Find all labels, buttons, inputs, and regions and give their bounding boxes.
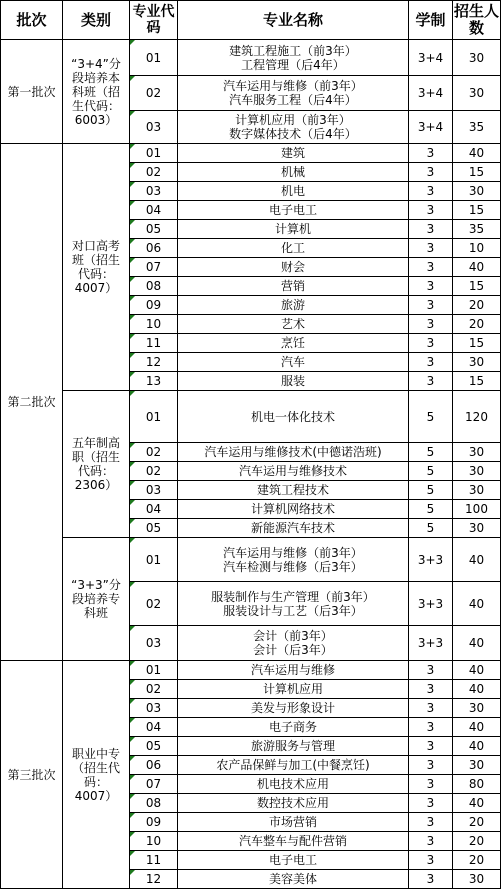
major-code-cell: 05 xyxy=(130,737,178,756)
quota-cell: 80 xyxy=(453,775,501,794)
major-code-cell: 09 xyxy=(130,813,178,832)
major-name-cell: 汽车运用与维修技术(中德诺浩班) xyxy=(178,443,409,462)
quota-cell: 30 xyxy=(453,519,501,538)
major-name-cell: 机电技术应用 xyxy=(178,775,409,794)
major-code-cell: 03 xyxy=(130,626,178,661)
category-cell: “3+4”分段培养本科班（招生代码：6003） xyxy=(63,40,130,144)
major-name-cell: 旅游服务与管理 xyxy=(178,737,409,756)
major-code-cell: 01 xyxy=(130,538,178,582)
major-code-cell: 02 xyxy=(130,680,178,699)
category-cell: 五年制高职（招生代码：2306） xyxy=(63,391,130,538)
major-name-cell: 汽车运用与维修（前3年） 汽车检测与维修（后3年） xyxy=(178,538,409,582)
category-cell: “3+3”分段培养专科班 xyxy=(63,538,130,661)
duration-cell: 3 xyxy=(409,182,453,201)
major-code-cell: 02 xyxy=(130,163,178,182)
duration-cell: 3 xyxy=(409,680,453,699)
quota-cell: 15 xyxy=(453,277,501,296)
major-code-cell: 04 xyxy=(130,500,178,519)
major-name-cell: 营销 xyxy=(178,277,409,296)
duration-cell: 3 xyxy=(409,813,453,832)
major-name-cell: 新能源汽车技术 xyxy=(178,519,409,538)
duration-cell: 3+3 xyxy=(409,626,453,661)
duration-cell: 3 xyxy=(409,737,453,756)
duration-cell: 3+4 xyxy=(409,76,453,111)
duration-cell: 3 xyxy=(409,718,453,737)
table-row xyxy=(1,144,501,163)
header-row xyxy=(1,1,501,40)
quota-cell: 15 xyxy=(453,201,501,220)
major-code-cell: 02 xyxy=(130,582,178,626)
major-code-cell: 05 xyxy=(130,519,178,538)
major-code-cell: 13 xyxy=(130,372,178,391)
major-code-cell: 12 xyxy=(130,353,178,372)
duration-cell: 5 xyxy=(409,443,453,462)
quota-cell: 30 xyxy=(453,40,501,76)
header-duration: 学制 xyxy=(409,1,453,40)
major-code-cell: 03 xyxy=(130,699,178,718)
quota-cell: 35 xyxy=(453,220,501,239)
quota-cell: 20 xyxy=(453,851,501,870)
table-row xyxy=(1,391,501,443)
major-code-cell: 04 xyxy=(130,718,178,737)
quota-cell: 15 xyxy=(453,163,501,182)
duration-cell: 5 xyxy=(409,391,453,443)
quota-cell: 20 xyxy=(453,296,501,315)
quota-cell: 40 xyxy=(453,680,501,699)
batch-cell: 第三批次 xyxy=(1,661,63,889)
category-cell: 对口高考班（招生代码：4007） xyxy=(63,144,130,391)
major-name-cell: 旅游 xyxy=(178,296,409,315)
quota-cell: 40 xyxy=(453,144,501,163)
duration-cell: 3 xyxy=(409,699,453,718)
major-name-cell: 汽车 xyxy=(178,353,409,372)
major-name-cell: 计算机网络技术 xyxy=(178,500,409,519)
major-code-cell: 10 xyxy=(130,315,178,334)
major-code-cell: 01 xyxy=(130,144,178,163)
batch-cell: 第一批次 xyxy=(1,40,63,144)
quota-cell: 30 xyxy=(453,699,501,718)
quota-cell: 35 xyxy=(453,111,501,144)
quota-cell: 30 xyxy=(453,462,501,481)
duration-cell: 3 xyxy=(409,144,453,163)
major-code-cell: 06 xyxy=(130,239,178,258)
quota-cell: 30 xyxy=(453,182,501,201)
quota-cell: 40 xyxy=(453,626,501,661)
major-name-cell: 电子电工 xyxy=(178,201,409,220)
duration-cell: 3 xyxy=(409,870,453,889)
major-name-cell: 汽车运用与维修（前3年） 汽车服务工程（后4年） xyxy=(178,76,409,111)
quota-cell: 30 xyxy=(453,756,501,775)
duration-cell: 3+3 xyxy=(409,582,453,626)
major-name-cell: 数控技术应用 xyxy=(178,794,409,813)
major-code-cell: 08 xyxy=(130,794,178,813)
major-code-cell: 05 xyxy=(130,220,178,239)
major-code-cell: 08 xyxy=(130,277,178,296)
quota-cell: 20 xyxy=(453,315,501,334)
major-name-cell: 建筑工程施工（前3年） 工程管理（后4年） xyxy=(178,40,409,76)
duration-cell: 3+4 xyxy=(409,111,453,144)
major-name-cell: 财会 xyxy=(178,258,409,277)
major-code-cell: 03 xyxy=(130,182,178,201)
major-code-cell: 03 xyxy=(130,481,178,500)
duration-cell: 5 xyxy=(409,481,453,500)
quota-cell: 15 xyxy=(453,372,501,391)
major-name-cell: 服装 xyxy=(178,372,409,391)
header-major-code: 专业代码 xyxy=(130,1,178,40)
table-row xyxy=(1,538,501,582)
quota-cell: 10 xyxy=(453,239,501,258)
duration-cell: 3 xyxy=(409,832,453,851)
major-code-cell: 02 xyxy=(130,462,178,481)
major-code-cell: 09 xyxy=(130,296,178,315)
quota-cell: 30 xyxy=(453,870,501,889)
duration-cell: 3 xyxy=(409,851,453,870)
table-body xyxy=(1,40,501,889)
duration-cell: 3 xyxy=(409,239,453,258)
major-code-cell: 11 xyxy=(130,334,178,353)
header-major-name: 专业名称 xyxy=(178,1,409,40)
major-name-cell: 计算机应用（前3年） 数字媒体技术（后4年） xyxy=(178,111,409,144)
duration-cell: 5 xyxy=(409,500,453,519)
major-name-cell: 计算机 xyxy=(178,220,409,239)
header-category: 类别 xyxy=(63,1,130,40)
batch-cell: 第二批次 xyxy=(1,144,63,661)
duration-cell: 3 xyxy=(409,315,453,334)
duration-cell: 3 xyxy=(409,661,453,680)
header-quota: 招生人数 xyxy=(453,1,501,40)
quota-cell: 40 xyxy=(453,582,501,626)
duration-cell: 3 xyxy=(409,277,453,296)
major-name-cell: 机电一体化技术 xyxy=(178,391,409,443)
major-code-cell: 07 xyxy=(130,775,178,794)
major-code-cell: 01 xyxy=(130,391,178,443)
duration-cell: 3 xyxy=(409,163,453,182)
duration-cell: 3+3 xyxy=(409,538,453,582)
category-cell: 职业中专（招生代码：4007） xyxy=(63,661,130,889)
major-code-cell: 07 xyxy=(130,258,178,277)
quota-cell: 40 xyxy=(453,661,501,680)
major-name-cell: 电子电工 xyxy=(178,851,409,870)
major-name-cell: 会计（前3年） 会计（后3年） xyxy=(178,626,409,661)
quota-cell: 40 xyxy=(453,737,501,756)
duration-cell: 3 xyxy=(409,353,453,372)
quota-cell: 30 xyxy=(453,353,501,372)
major-code-cell: 10 xyxy=(130,832,178,851)
quota-cell: 30 xyxy=(453,443,501,462)
major-name-cell: 美发与形象设计 xyxy=(178,699,409,718)
major-name-cell: 艺术 xyxy=(178,315,409,334)
quota-cell: 30 xyxy=(453,481,501,500)
duration-cell: 5 xyxy=(409,462,453,481)
major-name-cell: 建筑工程技术 xyxy=(178,481,409,500)
duration-cell: 5 xyxy=(409,519,453,538)
major-code-cell: 06 xyxy=(130,756,178,775)
major-name-cell: 烹饪 xyxy=(178,334,409,353)
major-name-cell: 汽车运用与维修技术 xyxy=(178,462,409,481)
duration-cell: 3+4 xyxy=(409,40,453,76)
duration-cell: 3 xyxy=(409,258,453,277)
quota-cell: 100 xyxy=(453,500,501,519)
major-name-cell: 汽车整车与配件营销 xyxy=(178,832,409,851)
major-code-cell: 11 xyxy=(130,851,178,870)
quota-cell: 40 xyxy=(453,538,501,582)
major-name-cell: 市场营销 xyxy=(178,813,409,832)
duration-cell: 3 xyxy=(409,756,453,775)
table-row xyxy=(1,661,501,680)
quota-cell: 120 xyxy=(453,391,501,443)
quota-cell: 40 xyxy=(453,258,501,277)
major-name-cell: 建筑 xyxy=(178,144,409,163)
major-code-cell: 01 xyxy=(130,40,178,76)
major-code-cell: 12 xyxy=(130,870,178,889)
duration-cell: 3 xyxy=(409,775,453,794)
major-name-cell: 电子商务 xyxy=(178,718,409,737)
major-name-cell: 机械 xyxy=(178,163,409,182)
quota-cell: 40 xyxy=(453,794,501,813)
quota-cell: 20 xyxy=(453,813,501,832)
quota-cell: 40 xyxy=(453,718,501,737)
major-code-cell: 03 xyxy=(130,111,178,144)
major-name-cell: 机电 xyxy=(178,182,409,201)
header-batch: 批次 xyxy=(1,1,63,40)
major-name-cell: 美容美体 xyxy=(178,870,409,889)
major-name-cell: 汽车运用与维修 xyxy=(178,661,409,680)
duration-cell: 3 xyxy=(409,794,453,813)
major-name-cell: 化工 xyxy=(178,239,409,258)
major-code-cell: 02 xyxy=(130,443,178,462)
duration-cell: 3 xyxy=(409,372,453,391)
table-row xyxy=(1,40,501,76)
major-code-cell: 04 xyxy=(130,201,178,220)
quota-cell: 15 xyxy=(453,334,501,353)
major-code-cell: 01 xyxy=(130,661,178,680)
duration-cell: 3 xyxy=(409,296,453,315)
duration-cell: 3 xyxy=(409,201,453,220)
quota-cell: 20 xyxy=(453,832,501,851)
major-name-cell: 计算机应用 xyxy=(178,680,409,699)
major-name-cell: 农产品保鲜与加工(中餐烹饪) xyxy=(178,756,409,775)
major-name-cell: 服装制作与生产管理（前3年） 服装设计与工艺（后3年） xyxy=(178,582,409,626)
quota-cell: 30 xyxy=(453,76,501,111)
duration-cell: 3 xyxy=(409,220,453,239)
duration-cell: 3 xyxy=(409,334,453,353)
major-code-cell: 02 xyxy=(130,76,178,111)
